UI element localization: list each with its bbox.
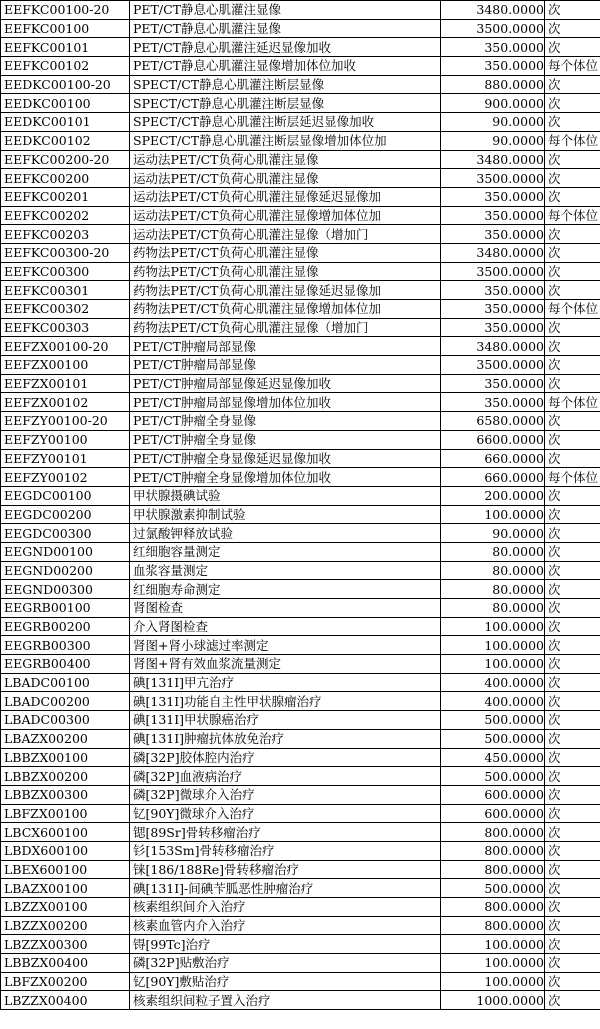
item-code-cell: EEFKC00100-20 xyxy=(1,1,130,20)
item-unit-cell: 次 xyxy=(545,356,600,375)
item-name-cell: 药物法PET/CT负荷心肌灌注显像增加体位加 xyxy=(130,300,441,319)
table-row xyxy=(1,711,600,730)
item-name-cell: 核素组织间粒子置入治疗 xyxy=(130,991,441,1010)
item-name-cell: 磷[32P]贴敷治疗 xyxy=(130,954,441,973)
item-code-cell: LBBZX00100 xyxy=(1,748,130,767)
item-name-cell: PET/CT肿瘤局部显像 xyxy=(130,356,441,375)
item-unit-cell: 次 xyxy=(545,150,600,169)
item-name-cell: PET/CT肿瘤全身显像 xyxy=(130,412,441,431)
item-price-cell: 3500.0000 xyxy=(441,262,545,281)
item-unit-cell: 次 xyxy=(545,561,600,580)
item-price-cell: 6600.0000 xyxy=(441,430,545,449)
table-row xyxy=(1,131,600,150)
item-name-cell: 碘[131I]甲状腺癌治疗 xyxy=(130,711,441,730)
item-name-cell: PET/CT静息心肌灌注延迟显像加收 xyxy=(130,38,441,57)
table-row xyxy=(1,281,600,300)
item-unit-cell: 次 xyxy=(545,729,600,748)
item-price-cell: 350.0000 xyxy=(441,393,545,412)
table-row xyxy=(1,38,600,57)
item-code-cell: LBBZX00300 xyxy=(1,785,130,804)
item-name-cell: 磷[32P]微球介入治疗 xyxy=(130,785,441,804)
item-price-cell: 100.0000 xyxy=(441,636,545,655)
item-price-cell: 80.0000 xyxy=(441,599,545,618)
item-code-cell: LBZZX00200 xyxy=(1,916,130,935)
item-price-cell: 350.0000 xyxy=(441,374,545,393)
item-name-cell: 血浆容量测定 xyxy=(130,561,441,580)
item-price-cell: 350.0000 xyxy=(441,206,545,225)
item-unit-cell: 次 xyxy=(545,692,600,711)
item-name-cell: SPECT/CT静息心肌灌注断层显像 xyxy=(130,94,441,113)
item-price-cell: 350.0000 xyxy=(441,281,545,300)
table-row xyxy=(1,468,600,487)
table-row xyxy=(1,169,600,188)
fee-schedule-body xyxy=(1,1,600,1010)
item-name-cell: PET/CT肿瘤局部显像增加体位加收 xyxy=(130,393,441,412)
item-price-cell: 400.0000 xyxy=(441,673,545,692)
table-row xyxy=(1,692,600,711)
item-code-cell: LBDX600100 xyxy=(1,841,130,860)
item-unit-cell: 次 xyxy=(545,337,600,356)
item-name-cell: 甲状腺摄碘试验 xyxy=(130,486,441,505)
item-unit-cell: 次 xyxy=(545,225,600,244)
item-name-cell: 磷[32P]胶体腔内治疗 xyxy=(130,748,441,767)
item-code-cell: EEGRB00200 xyxy=(1,617,130,636)
item-code-cell: EEFKC00301 xyxy=(1,281,130,300)
item-name-cell: 红细胞寿命测定 xyxy=(130,580,441,599)
table-row xyxy=(1,505,600,524)
table-row xyxy=(1,823,600,842)
item-unit-cell: 次 xyxy=(545,916,600,935)
item-name-cell: SPECT/CT静息心肌灌注断层延迟显像加收 xyxy=(130,113,441,132)
item-name-cell: 核素血管内介入治疗 xyxy=(130,916,441,935)
item-unit-cell: 次 xyxy=(545,449,600,468)
item-price-cell: 80.0000 xyxy=(441,580,545,599)
table-row xyxy=(1,991,600,1010)
item-code-cell: LBAZX00200 xyxy=(1,729,130,748)
item-code-cell: EEGDC00200 xyxy=(1,505,130,524)
item-unit-cell: 次 xyxy=(545,38,600,57)
item-name-cell: 运动法PET/CT负荷心肌灌注显像 xyxy=(130,169,441,188)
item-unit-cell: 次 xyxy=(545,113,600,132)
item-code-cell: EEGND00300 xyxy=(1,580,130,599)
item-price-cell: 400.0000 xyxy=(441,692,545,711)
item-name-cell: PET/CT静息心肌灌注显像 xyxy=(130,1,441,20)
item-code-cell: EEFKC00100 xyxy=(1,19,130,38)
item-price-cell: 80.0000 xyxy=(441,561,545,580)
item-price-cell: 350.0000 xyxy=(441,300,545,319)
item-name-cell: PET/CT肿瘤局部显像延迟显像加收 xyxy=(130,374,441,393)
item-unit-cell: 每个体位 xyxy=(545,131,600,150)
table-row xyxy=(1,898,600,917)
item-unit-cell: 每个体位 xyxy=(545,206,600,225)
item-price-cell: 350.0000 xyxy=(441,38,545,57)
item-unit-cell: 次 xyxy=(545,486,600,505)
item-price-cell: 3500.0000 xyxy=(441,169,545,188)
item-code-cell: EEFZX00101 xyxy=(1,374,130,393)
item-name-cell: 肾图+肾有效血浆流量测定 xyxy=(130,655,441,674)
item-name-cell: 过氯酸钾释放试验 xyxy=(130,524,441,543)
item-name-cell: 锝[99Tc]治疗 xyxy=(130,935,441,954)
item-code-cell: EEFZY00100-20 xyxy=(1,412,130,431)
item-unit-cell: 次 xyxy=(545,935,600,954)
item-unit-cell: 次 xyxy=(545,898,600,917)
item-code-cell: EEFZY00100 xyxy=(1,430,130,449)
item-name-cell: 肾图+肾小球滤过率测定 xyxy=(130,636,441,655)
item-code-cell: LBZZX00100 xyxy=(1,898,130,917)
item-code-cell: EEGND00100 xyxy=(1,542,130,561)
table-row xyxy=(1,430,600,449)
item-name-cell: 碘[131I]功能自主性甲状腺瘤治疗 xyxy=(130,692,441,711)
item-code-cell: EEFKC00202 xyxy=(1,206,130,225)
item-name-cell: 运动法PET/CT负荷心肌灌注显像增加体位加 xyxy=(130,206,441,225)
item-code-cell: EEGRB00100 xyxy=(1,599,130,618)
table-row xyxy=(1,1,600,20)
item-price-cell: 80.0000 xyxy=(441,542,545,561)
item-name-cell: 碘[131I]甲亢治疗 xyxy=(130,673,441,692)
item-name-cell: 碘[131I]-间碘苄胍恶性肿瘤治疗 xyxy=(130,879,441,898)
table-row xyxy=(1,636,600,655)
item-name-cell: 锶[89Sr]骨转移瘤治疗 xyxy=(130,823,441,842)
item-code-cell: EEFKC00300 xyxy=(1,262,130,281)
item-price-cell: 350.0000 xyxy=(441,225,545,244)
table-row xyxy=(1,841,600,860)
item-price-cell: 3480.0000 xyxy=(441,243,545,262)
item-unit-cell: 每个体位 xyxy=(545,57,600,76)
table-row xyxy=(1,19,600,38)
item-unit-cell: 次 xyxy=(545,673,600,692)
item-unit-cell: 次 xyxy=(545,412,600,431)
table-row xyxy=(1,935,600,954)
table-row xyxy=(1,356,600,375)
table-row xyxy=(1,655,600,674)
item-price-cell: 660.0000 xyxy=(441,449,545,468)
item-code-cell: EEDKC00102 xyxy=(1,131,130,150)
item-code-cell: EEDKC00100 xyxy=(1,94,130,113)
item-code-cell: EEFZY00102 xyxy=(1,468,130,487)
item-name-cell: 药物法PET/CT负荷心肌灌注显像 xyxy=(130,262,441,281)
item-code-cell: EEFZX00102 xyxy=(1,393,130,412)
item-name-cell: 钇[90Y]微球介入治疗 xyxy=(130,804,441,823)
item-code-cell: EEFZX00100 xyxy=(1,356,130,375)
item-code-cell: LBFZX00200 xyxy=(1,972,130,991)
item-code-cell: EEFKC00200-20 xyxy=(1,150,130,169)
item-unit-cell: 次 xyxy=(545,954,600,973)
item-code-cell: LBZZX00300 xyxy=(1,935,130,954)
item-code-cell: EEDKC00101 xyxy=(1,113,130,132)
item-price-cell: 3480.0000 xyxy=(441,150,545,169)
item-unit-cell: 次 xyxy=(545,542,600,561)
item-price-cell: 800.0000 xyxy=(441,916,545,935)
table-row xyxy=(1,748,600,767)
item-unit-cell: 次 xyxy=(545,748,600,767)
item-unit-cell: 次 xyxy=(545,636,600,655)
item-name-cell: 碘[131I]肿瘤抗体放免治疗 xyxy=(130,729,441,748)
item-unit-cell: 次 xyxy=(545,94,600,113)
item-code-cell: EEFKC00300-20 xyxy=(1,243,130,262)
item-unit-cell: 每个体位 xyxy=(545,300,600,319)
item-price-cell: 100.0000 xyxy=(441,505,545,524)
item-price-cell: 90.0000 xyxy=(441,113,545,132)
item-price-cell: 90.0000 xyxy=(441,131,545,150)
table-row xyxy=(1,767,600,786)
table-row xyxy=(1,113,600,132)
item-unit-cell: 次 xyxy=(545,823,600,842)
item-price-cell: 90.0000 xyxy=(441,524,545,543)
item-unit-cell: 次 xyxy=(545,841,600,860)
item-unit-cell: 次 xyxy=(545,505,600,524)
item-name-cell: 甲状腺激素抑制试验 xyxy=(130,505,441,524)
item-code-cell: EEFKC00203 xyxy=(1,225,130,244)
item-code-cell: EEFKC00102 xyxy=(1,57,130,76)
item-price-cell: 350.0000 xyxy=(441,57,545,76)
item-code-cell: EEFZX00100-20 xyxy=(1,337,130,356)
item-price-cell: 350.0000 xyxy=(441,187,545,206)
item-unit-cell: 次 xyxy=(545,187,600,206)
item-code-cell: EEDKC00100-20 xyxy=(1,75,130,94)
item-price-cell: 1000.0000 xyxy=(441,991,545,1010)
table-row xyxy=(1,524,600,543)
table-row xyxy=(1,374,600,393)
item-unit-cell: 次 xyxy=(545,524,600,543)
table-row xyxy=(1,954,600,973)
item-price-cell: 450.0000 xyxy=(441,748,545,767)
table-row xyxy=(1,94,600,113)
item-price-cell: 3500.0000 xyxy=(441,19,545,38)
item-unit-cell: 次 xyxy=(545,655,600,674)
item-name-cell: 运动法PET/CT负荷心肌灌注显像 xyxy=(130,150,441,169)
item-name-cell: 介入肾图检查 xyxy=(130,617,441,636)
item-code-cell: EEGRB00400 xyxy=(1,655,130,674)
item-unit-cell: 次 xyxy=(545,1,600,20)
item-unit-cell: 次 xyxy=(545,991,600,1010)
item-name-cell: 运动法PET/CT负荷心肌灌注显像（增加门 xyxy=(130,225,441,244)
item-price-cell: 800.0000 xyxy=(441,860,545,879)
item-price-cell: 100.0000 xyxy=(441,935,545,954)
table-row xyxy=(1,561,600,580)
item-price-cell: 500.0000 xyxy=(441,711,545,730)
item-price-cell: 800.0000 xyxy=(441,841,545,860)
item-unit-cell: 每个体位 xyxy=(545,468,600,487)
table-row xyxy=(1,150,600,169)
table-row xyxy=(1,57,600,76)
item-price-cell: 500.0000 xyxy=(441,879,545,898)
item-code-cell: EEFKC00200 xyxy=(1,169,130,188)
item-name-cell: 药物法PET/CT负荷心肌灌注显像 xyxy=(130,243,441,262)
item-code-cell: EEGDC00100 xyxy=(1,486,130,505)
table-row xyxy=(1,187,600,206)
item-code-cell: EEFKC00302 xyxy=(1,300,130,319)
item-unit-cell: 每个体位 xyxy=(545,393,600,412)
item-code-cell: EEFKC00101 xyxy=(1,38,130,57)
item-code-cell: LBADC00200 xyxy=(1,692,130,711)
item-price-cell: 600.0000 xyxy=(441,785,545,804)
table-row xyxy=(1,243,600,262)
item-name-cell: SPECT/CT静息心肌灌注断层显像 xyxy=(130,75,441,94)
item-name-cell: PET/CT肿瘤全身显像 xyxy=(130,430,441,449)
item-code-cell: LBADC00100 xyxy=(1,673,130,692)
item-unit-cell: 次 xyxy=(545,169,600,188)
table-row xyxy=(1,860,600,879)
item-unit-cell: 次 xyxy=(545,879,600,898)
item-code-cell: LBFZX00100 xyxy=(1,804,130,823)
table-row xyxy=(1,262,600,281)
item-price-cell: 3480.0000 xyxy=(441,1,545,20)
item-code-cell: LBAZX00100 xyxy=(1,879,130,898)
item-unit-cell: 次 xyxy=(545,318,600,337)
item-unit-cell: 次 xyxy=(545,75,600,94)
item-code-cell: EEFKC00303 xyxy=(1,318,130,337)
item-unit-cell: 次 xyxy=(545,430,600,449)
item-unit-cell: 次 xyxy=(545,599,600,618)
item-name-cell: PET/CT静息心肌灌注显像 xyxy=(130,19,441,38)
item-price-cell: 500.0000 xyxy=(441,767,545,786)
table-row xyxy=(1,75,600,94)
table-row xyxy=(1,580,600,599)
item-price-cell: 350.0000 xyxy=(441,318,545,337)
item-unit-cell: 次 xyxy=(545,767,600,786)
item-code-cell: EEGRB00300 xyxy=(1,636,130,655)
table-row xyxy=(1,879,600,898)
item-unit-cell: 次 xyxy=(545,711,600,730)
item-price-cell: 800.0000 xyxy=(441,898,545,917)
table-row xyxy=(1,449,600,468)
item-price-cell: 3480.0000 xyxy=(441,337,545,356)
item-price-cell: 800.0000 xyxy=(441,823,545,842)
item-price-cell: 100.0000 xyxy=(441,972,545,991)
item-name-cell: PET/CT肿瘤局部显像 xyxy=(130,337,441,356)
table-row xyxy=(1,785,600,804)
item-code-cell: EEGDC00300 xyxy=(1,524,130,543)
item-unit-cell: 次 xyxy=(545,243,600,262)
item-unit-cell: 次 xyxy=(545,262,600,281)
table-row xyxy=(1,412,600,431)
table-row xyxy=(1,486,600,505)
item-code-cell: LBADC00300 xyxy=(1,711,130,730)
item-name-cell: 红细胞容量测定 xyxy=(130,542,441,561)
item-unit-cell: 次 xyxy=(545,804,600,823)
item-unit-cell: 次 xyxy=(545,785,600,804)
item-unit-cell: 次 xyxy=(545,281,600,300)
item-name-cell: 药物法PET/CT负荷心肌灌注显像延迟显像加 xyxy=(130,281,441,300)
item-price-cell: 100.0000 xyxy=(441,655,545,674)
item-unit-cell: 次 xyxy=(545,374,600,393)
item-name-cell: 钇[90Y]敷贴治疗 xyxy=(130,972,441,991)
table-row xyxy=(1,673,600,692)
table-row xyxy=(1,337,600,356)
item-name-cell: 钐[153Sm]骨转移瘤治疗 xyxy=(130,841,441,860)
item-unit-cell: 次 xyxy=(545,19,600,38)
item-unit-cell: 次 xyxy=(545,617,600,636)
table-row xyxy=(1,206,600,225)
item-price-cell: 6580.0000 xyxy=(441,412,545,431)
table-row xyxy=(1,729,600,748)
item-price-cell: 660.0000 xyxy=(441,468,545,487)
table-row xyxy=(1,599,600,618)
table-row xyxy=(1,300,600,319)
item-name-cell: 运动法PET/CT负荷心肌灌注显像延迟显像加 xyxy=(130,187,441,206)
item-code-cell: EEFKC00201 xyxy=(1,187,130,206)
item-name-cell: 核素组织间介入治疗 xyxy=(130,898,441,917)
item-code-cell: LBBZX00400 xyxy=(1,954,130,973)
item-name-cell: 磷[32P]血液病治疗 xyxy=(130,767,441,786)
item-price-cell: 880.0000 xyxy=(441,75,545,94)
item-code-cell: LBCX600100 xyxy=(1,823,130,842)
item-code-cell: EEFZY00101 xyxy=(1,449,130,468)
item-name-cell: 铼[186/188Re]骨转移瘤治疗 xyxy=(130,860,441,879)
table-row xyxy=(1,393,600,412)
item-code-cell: LBZZX00400 xyxy=(1,991,130,1010)
item-code-cell: LBBZX00200 xyxy=(1,767,130,786)
table-row xyxy=(1,617,600,636)
item-unit-cell: 次 xyxy=(545,860,600,879)
table-row xyxy=(1,916,600,935)
item-price-cell: 500.0000 xyxy=(441,729,545,748)
item-name-cell: 肾图检查 xyxy=(130,599,441,618)
item-unit-cell: 次 xyxy=(545,972,600,991)
table-row xyxy=(1,318,600,337)
item-code-cell: EEGND00200 xyxy=(1,561,130,580)
item-name-cell: PET/CT肿瘤全身显像增加体位加收 xyxy=(130,468,441,487)
item-name-cell: PET/CT静息心肌灌注显像增加体位加收 xyxy=(130,57,441,76)
item-price-cell: 900.0000 xyxy=(441,94,545,113)
table-row xyxy=(1,542,600,561)
table-row xyxy=(1,804,600,823)
item-name-cell: PET/CT肿瘤全身显像延迟显像加收 xyxy=(130,449,441,468)
item-price-cell: 100.0000 xyxy=(441,617,545,636)
item-price-cell: 200.0000 xyxy=(441,486,545,505)
table-row xyxy=(1,972,600,991)
item-price-cell: 3500.0000 xyxy=(441,356,545,375)
item-code-cell: LBEX600100 xyxy=(1,860,130,879)
item-name-cell: SPECT/CT静息心肌灌注断层显像增加体位加 xyxy=(130,131,441,150)
table-row xyxy=(1,225,600,244)
item-price-cell: 100.0000 xyxy=(441,954,545,973)
item-unit-cell: 次 xyxy=(545,580,600,599)
item-name-cell: 药物法PET/CT负荷心肌灌注显像（增加门 xyxy=(130,318,441,337)
item-price-cell: 600.0000 xyxy=(441,804,545,823)
